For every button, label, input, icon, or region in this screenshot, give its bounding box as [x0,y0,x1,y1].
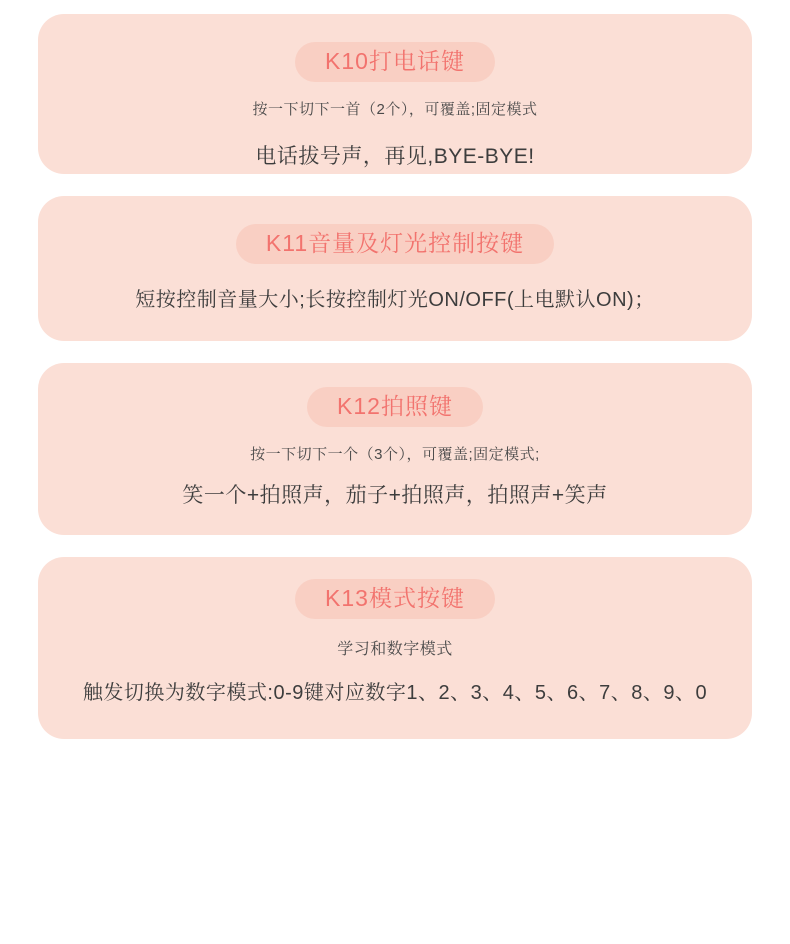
card-k13-title-wrap [56,579,734,619]
card-k11-title-wrap [56,224,734,264]
card-k12 [38,363,752,535]
bottom-spacer [0,761,790,881]
card-k12-title: K12拍照键 [307,387,483,427]
card-k11-main: 短按控制音量大小;长按控制灯光ON/OFF(上电默认ON)； [135,289,655,311]
card-k13 [38,557,752,739]
card-k10-subtitle: 按一下切下一首（2个），可覆盖;固定模式 [252,101,538,118]
card-k10 [38,14,752,174]
card-k10-main: 电话拔号声，再见,BYE-BYE! [255,145,535,168]
card-k12-title-wrap [56,387,734,427]
card-k12-main: 笑一个+拍照声，茄子+拍照声，拍照声+笑声 [182,484,608,507]
card-k12-subtitle: 按一下切下一个（3个），可覆盖;固定模式; [250,446,540,463]
card-k11 [38,196,752,341]
card-k10-title-wrap [56,42,734,82]
card-k10-title: K10打电话键 [295,42,495,82]
card-k13-subtitle: 学习和数字模式 [337,641,453,658]
card-k11-title: K11音量及灯光控制按键 [236,224,554,264]
card-k13-title: K13模式按键 [295,579,495,619]
card-k13-main: 触发切换为数字模式:0-9键对应数字1、2、3、4、5、6、7、8、9、0 [82,682,708,705]
